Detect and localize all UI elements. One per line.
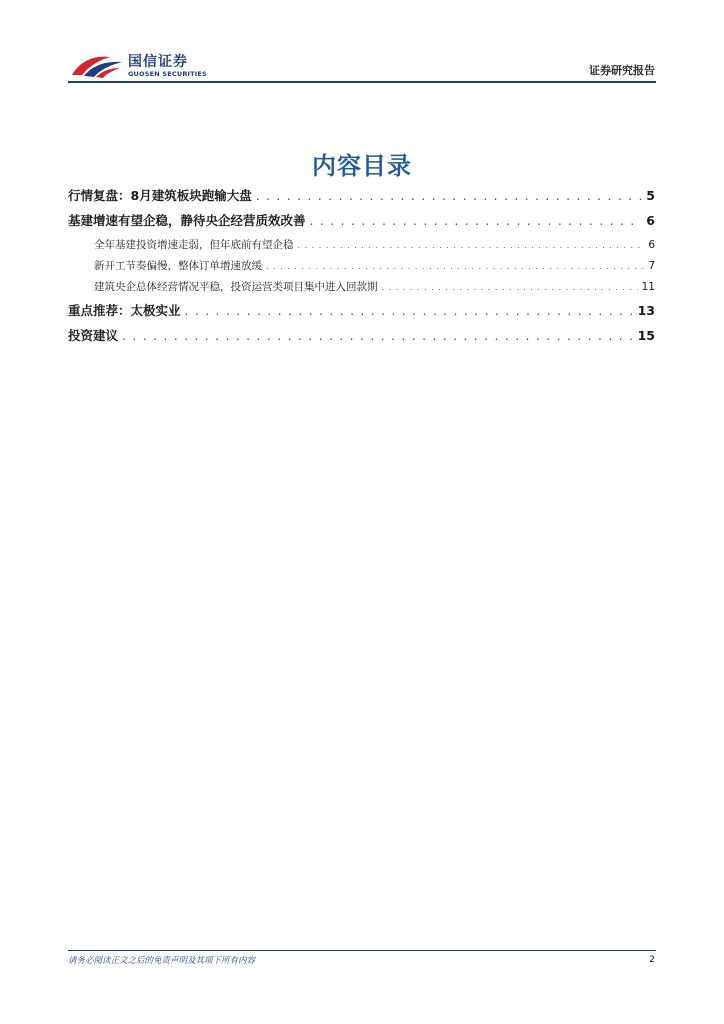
toc-entry-page: 15	[637, 328, 655, 343]
toc-subentry[interactable]	[94, 279, 655, 294]
toc-entry-page: 5	[646, 188, 655, 203]
toc-entry-text: 重点推荐：太极实业	[68, 303, 181, 318]
footer-disclaimer: 请务必阅读正文之后的免责声明及其项下所有内容	[68, 956, 256, 966]
logo-english-name: GUOSEN SECURITIES	[128, 70, 207, 78]
toc-leader-dots	[310, 213, 643, 228]
toc-leader-dots	[122, 328, 634, 343]
toc-entry-text: 基建增速有望企稳，静待央企经营质效改善	[68, 213, 306, 228]
toc-entry[interactable]	[68, 326, 655, 344]
toc-entry-text: 建筑央企总体经营情况平稳，投资运营类项目集中进入回款期	[94, 281, 378, 293]
toc-entry[interactable]	[68, 186, 655, 204]
toc-subentry[interactable]	[94, 237, 655, 252]
toc-leader-dots	[266, 262, 644, 271]
toc-entry[interactable]	[68, 301, 655, 319]
toc-leader-dots	[382, 283, 638, 292]
header-divider	[68, 81, 656, 83]
toc-leader-dots	[256, 188, 643, 203]
toc-leader-dots	[298, 241, 645, 250]
toc-entry-page: 7	[648, 260, 655, 272]
toc-leader-dots	[185, 303, 634, 318]
toc-entry-text: 全年基建投资增速走弱，但年底前有望企稳	[94, 239, 294, 251]
toc-entry-text: 行情复盘：8月建筑板块跑输大盘	[68, 188, 252, 203]
report-type-label: 证券研究报告	[589, 64, 655, 77]
toc-entry-page: 6	[646, 213, 655, 228]
toc-entry-text: 新开工节奏偏慢，整体订单增速放缓	[94, 260, 262, 272]
company-logo	[70, 48, 230, 84]
page-number: 2	[649, 955, 655, 965]
logo-chinese-name: 国信证券	[128, 54, 188, 70]
toc-entry-text: 投资建议	[68, 328, 119, 343]
toc-subentry[interactable]	[94, 258, 655, 273]
toc-entry-page: 6	[648, 239, 655, 251]
toc-entry-page: 13	[637, 303, 655, 318]
toc-title: 内容目录	[312, 152, 412, 180]
toc-entry[interactable]	[68, 211, 655, 229]
toc-entry-page: 11	[641, 281, 655, 293]
guosen-logo-icon	[70, 51, 124, 79]
footer-divider	[68, 950, 656, 951]
